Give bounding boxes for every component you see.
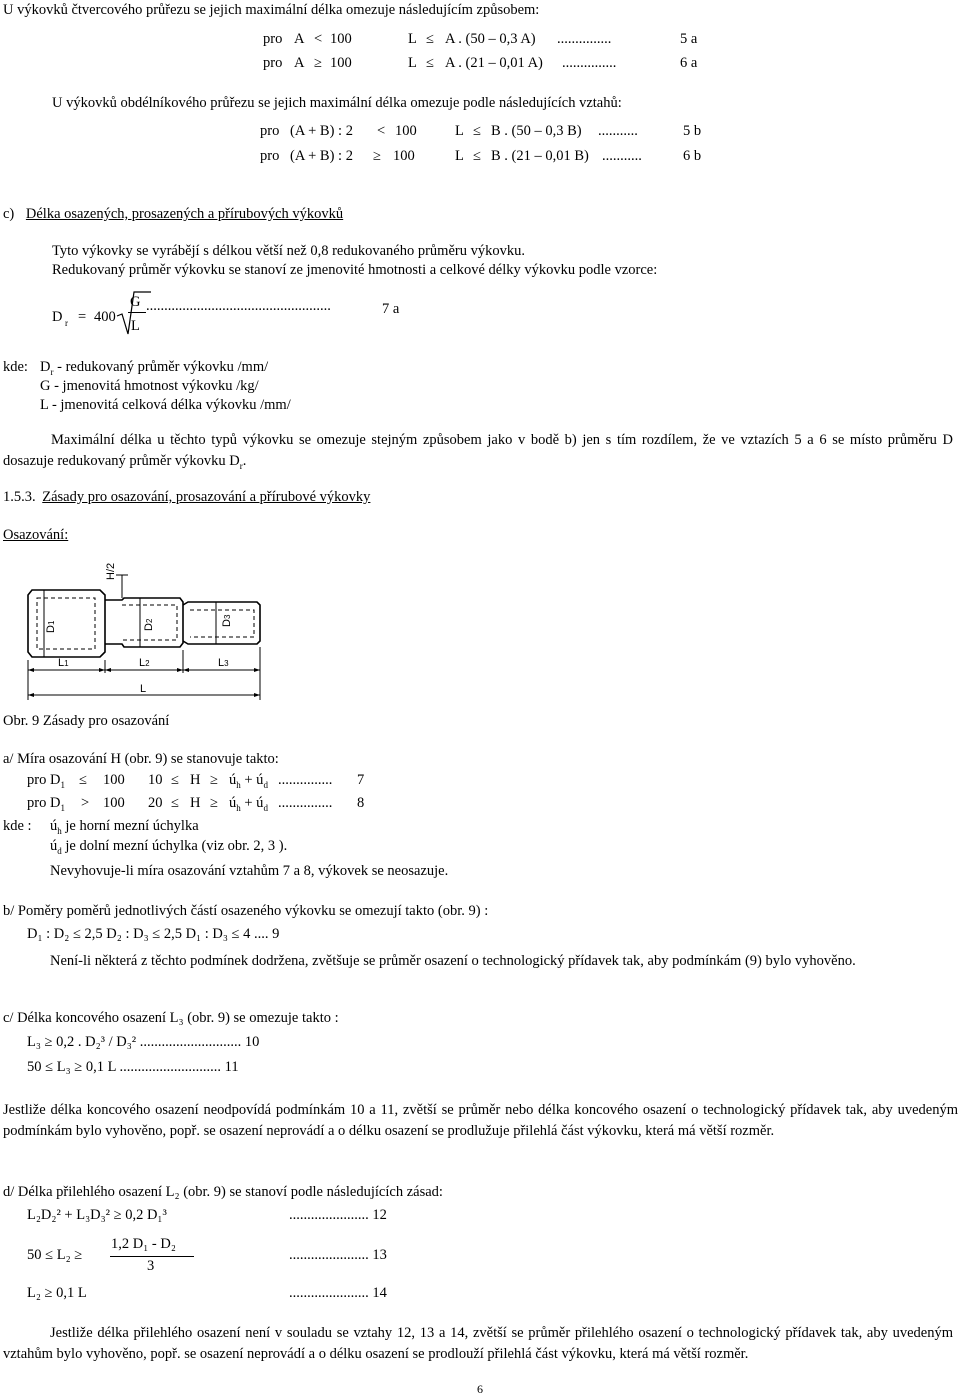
- f6a-ge: ≥: [314, 55, 322, 71]
- kde-line-1: $D_r$ - redukovaný průměr výkovku /mm/: [40, 359, 269, 377]
- paragraph-d-note: Jestliže délka přilehlého osazení není v souladu se vztahy 12, 13 a 14, zvětší se průměr přilehlého osazení o technologický přídavek tak, aby uvedeným vztahům bylo vyhověno, popř. se osazení neprovádí a o délku osazení se prodlouží přilehlá část výkovku, která má větší rozměr.: [3, 1325, 953, 1363]
- paragraph-c-2: Redukovaný průměr výkovku se stanoví ze jmenovité hmotnosti a celkové délky výkovku podle vzorce:: [52, 262, 658, 278]
- f6b-sum: (A + B) : 2: [290, 148, 353, 164]
- f6b-label: 6 b: [683, 148, 702, 164]
- f6b-l: L: [455, 148, 464, 164]
- subheading-osazovani: Osazování:: [3, 527, 69, 543]
- fig-label-h2: H/2: [105, 562, 117, 580]
- f6a-100: 100: [330, 55, 352, 71]
- f6a-expr: A . (21 – 0,01 A): [445, 55, 543, 71]
- paragraph-a-note: Nevyhovuje-li míra osazování vztahům 7 a 8, výkovek se neosazuje.: [50, 863, 449, 879]
- fig-label-l2: L2: [139, 657, 150, 669]
- f6a-label: 6 a: [680, 55, 698, 71]
- formula-9: D₁ : D₂ ≤ 2,5 D₂ : D₃ ≤ 2,5 D₁ : D₃ ≤ 4 .... 9: [27, 926, 280, 942]
- f7a-denominator: L: [131, 318, 140, 334]
- f5b-100: 100: [395, 123, 417, 139]
- paragraph-b-note: Není-li některá z těchto podmínek dodržena, zvětšuje se průměr osazení o technologický přídavek tak, aby podmínkám (9) bylo vyhověno.: [50, 953, 856, 969]
- formula-14: L₂ ≥ 0,1 L: [27, 1285, 87, 1301]
- section-153-number: 1.5.3.: [3, 489, 36, 505]
- section-b-heading: b/ Poměry poměrů jednotlivých částí osazeného výkovku se omezují takto (obr. 9) :: [3, 903, 489, 919]
- kde-line-3: L - jmenovitá celková délka výkovku /mm/: [40, 397, 291, 413]
- f5a-100: 100: [330, 31, 352, 47]
- f5b-pro: pro: [260, 123, 280, 139]
- paragraph-c-1: Tyto výkovky se vyrábějí s délkou větší než 0,8 redukovaného průměru výkovku.: [52, 243, 525, 259]
- f5b-dots: ...........: [598, 123, 638, 139]
- section-c-heading: [3, 206, 343, 223]
- section-a-heading: a/ Míra osazování H (obr. 9) se stanovuje takto:: [3, 751, 279, 767]
- f6b-le: ≤: [473, 148, 481, 164]
- f7a-eq: =: [78, 309, 87, 325]
- f5b-lt: <: [377, 123, 386, 139]
- f13-fraction-bar: [110, 1256, 194, 1257]
- figure-9-stepped-forging: [2, 555, 287, 710]
- f5a-lt: <: [314, 31, 323, 47]
- f5a-dots: ...............: [557, 31, 612, 47]
- formula-12-dots: ...................... 12: [289, 1207, 387, 1223]
- f7a-fraction-bar: [128, 312, 146, 313]
- paragraph-square-section: U výkovků čtvercového průřezu se jejich maximální délka omezuje následujícím způsobem:: [3, 2, 540, 18]
- fig-label-l1: L1: [58, 657, 69, 669]
- f7a-d-sub: r: [65, 318, 68, 328]
- paragraph-c2-note: Jestliže délka koncového osazení neodpovídá podmínkám 10 a 11, zvětší se průměr nebo délka koncového osazení o technologický přídavek tak, aby uvedeným podmínkám bylo vyhověno, popř. se osazení neprovádí a o délku osazení se prodlužuje přilehlá část výkovku, která má větší rozměr.: [3, 1102, 958, 1140]
- fig-label-d1: D1: [45, 620, 57, 633]
- f6a-pro: pro: [263, 55, 283, 71]
- f6a-dots: ...............: [562, 55, 617, 71]
- section-d-heading: d/ Délka přilehlého osazení L₂ (obr. 9) se stanoví podle následujících zásad:: [3, 1184, 443, 1200]
- f13-denominator: 3: [147, 1258, 155, 1274]
- section-153-title: Zásady pro osazování, prosazování a přírubové výkovky: [42, 489, 371, 505]
- section-c2-heading: c/ Délka koncového osazení L₃ (obr. 9) se omezuje takto :: [3, 1010, 339, 1026]
- page-number: 6: [477, 1382, 483, 1396]
- f6b-pro: pro: [260, 148, 280, 164]
- f6a-l: L: [408, 55, 417, 71]
- fig-label-l: L: [140, 683, 147, 695]
- formula-11: 50 ≤ L₃ ≥ 0,1 L ............................ 11: [27, 1059, 239, 1075]
- f5b-label: 5 b: [683, 123, 702, 139]
- f7a-d: D: [52, 309, 63, 325]
- f5a-label: 5 a: [680, 31, 698, 47]
- f6a-le: ≤: [426, 55, 434, 71]
- f6b-100: 100: [393, 148, 415, 164]
- section-153-heading: [3, 489, 370, 506]
- f6b-ge: ≥: [373, 148, 381, 164]
- f5a-a: A: [294, 31, 305, 47]
- f5a-le: ≤: [426, 31, 434, 47]
- f5a-expr: A . (50 – 0,3 A): [445, 31, 536, 47]
- f7a-dots: ...................................................: [146, 298, 331, 314]
- f13-lhs: 50 ≤ L₂ ≥: [27, 1247, 83, 1263]
- f5a-pro: pro: [263, 31, 283, 47]
- f5b-l: L: [455, 123, 464, 139]
- figure-9-caption: Obr. 9 Zásady pro osazování: [3, 713, 170, 729]
- formula-12: L₂D₂² + L₃D₃² ≥ 0,2 D₁³: [27, 1207, 167, 1223]
- section-c-title: Délka osazených, prosazených a přírubových výkovků: [25, 206, 344, 222]
- f6b-expr: B . (21 – 0,01 B): [491, 148, 589, 164]
- section-c-number: c): [3, 206, 15, 222]
- f5b-sum: (A + B) : 2: [290, 123, 353, 139]
- formula-13-dots: ...................... 13: [289, 1247, 387, 1263]
- formula-14-dots: ...................... 14: [289, 1285, 387, 1301]
- f6a-a: A: [294, 55, 305, 71]
- fig-label-l3: L3: [218, 657, 229, 669]
- f5a-l: L: [408, 31, 417, 47]
- kde-line-2: G - jmenovitá hmotnost výkovku /kg/: [40, 378, 259, 394]
- f7a-numerator: G: [130, 294, 141, 310]
- f7a-coef: 400: [94, 309, 116, 325]
- paragraph-rect-section: U výkovků obdélníkového průřezu se jejich maximální délka omezuje podle následujících vztahů:: [52, 95, 622, 111]
- f13-numerator: 1,2 D₁ - D₂: [111, 1236, 176, 1252]
- f7a-label: 7 a: [382, 301, 400, 317]
- f6b-dots: ...........: [602, 148, 642, 164]
- fig-label-d3: D3: [221, 614, 233, 627]
- formula-10: L₃ ≥ 0,2 . D₂³ / D₃² ............................ 10: [27, 1034, 260, 1050]
- paragraph-max-length: Maximální délka u těchto typů výkovku se omezuje stejným způsobem jako v bodě b) jen s tím rozdílem, že ve vztazích 5 a 6 se místo průměru D dosazuje redukovaný průměr výkovku $D_r$.: [3, 432, 953, 471]
- f5b-le: ≤: [473, 123, 481, 139]
- kde-label: kde:: [3, 359, 28, 375]
- f5b-expr: B . (50 – 0,3 B): [491, 123, 582, 139]
- fig-label-d2: D2: [143, 618, 155, 631]
